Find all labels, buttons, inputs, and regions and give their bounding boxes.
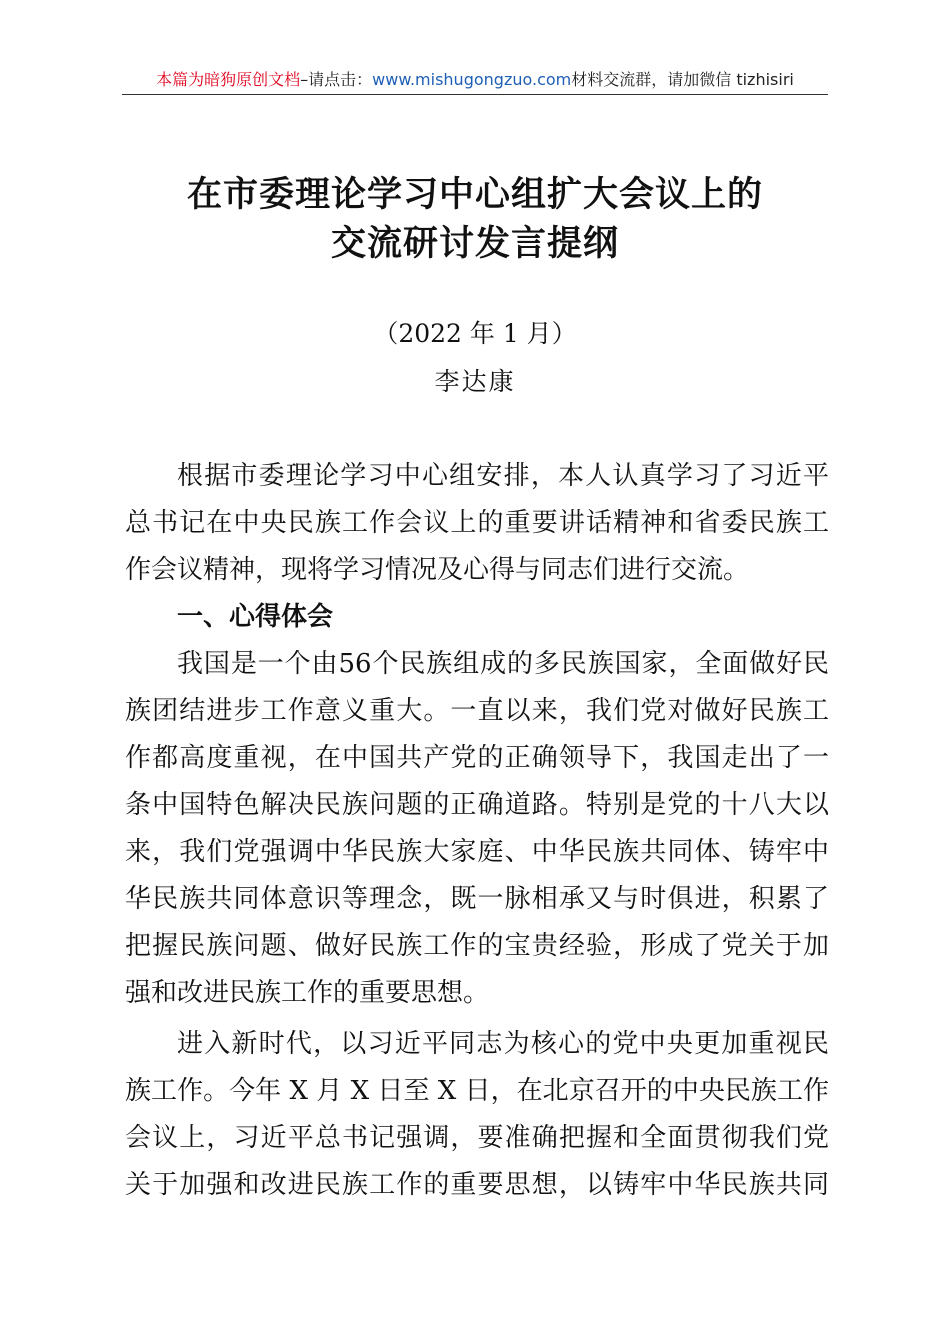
- page-header: [122, 70, 828, 90]
- document-title-line-1: 在市委理论学习中心组扩大会议上的: [186, 174, 763, 215]
- paragraph-line: 总书记在中央民族工作会议上的重要讲话精神和省委民族工: [125, 508, 829, 538]
- paragraph-line: 华民族共同体意识等理念，既一脉相承又与时俱进，积累了: [125, 884, 829, 914]
- paragraph-line: 我国是一个由56个民族组成的多民族国家，全面做好民: [177, 649, 829, 679]
- document-date: （2022 年 1 月）: [373, 319, 577, 348]
- document-body: [125, 453, 829, 1209]
- paragraph-1: [125, 453, 829, 594]
- header-divider: [122, 94, 828, 95]
- document-title-line-2: 交流研讨发言提纲: [330, 223, 619, 264]
- header-contact: 材料交流群，请加微信 tizhisiri: [571, 70, 794, 89]
- paragraph-2: [125, 641, 829, 1017]
- header-source-label: 本篇为暗狗原创文档: [156, 70, 301, 89]
- paragraph-3: [125, 1021, 829, 1209]
- paragraph-line: 族工作。今年 X 月 X 日至 X 日，在北京召开的中央民族工作: [125, 1076, 829, 1106]
- paragraph-line: 会议上，习近平总书记强调，要准确把握和全面贯彻我们党: [125, 1123, 829, 1153]
- paragraph-line: 族团结进步工作意义重大。一直以来，我们党对做好民族工: [125, 696, 829, 726]
- paragraph-line: 作都高度重视，在中国共产党的正确领导下，我国走出了一: [125, 743, 829, 773]
- document-author: 李达康: [434, 367, 516, 396]
- paragraph-line: 进入新时代，以习近平同志为核心的党中央更加重视民: [177, 1029, 829, 1059]
- paragraph-line: 作会议精神，现将学习情况及心得与同志们进行交流。: [125, 555, 750, 585]
- paragraph-line: 强和改进民族工作的重要思想。: [125, 978, 490, 1008]
- header-website-link[interactable]: www.mishugongzuo.com: [372, 70, 572, 89]
- paragraph-line: 把握民族问题、做好民族工作的宝贵经验，形成了党关于加: [125, 931, 829, 961]
- paragraph-line: 关于加强和改进民族工作的重要思想，以铸牢中华民族共同: [125, 1170, 829, 1200]
- paragraph-line: 根据市委理论学习中心组安排，本人认真学习了习近平: [177, 461, 829, 491]
- header-prompt: –请点击：: [300, 70, 373, 89]
- paragraph-line: 来，我们党强调中华民族大家庭、中华民族共同体、铸牢中: [125, 837, 829, 867]
- section-heading: 一、心得体会: [177, 602, 334, 632]
- paragraph-line: 条中国特色解决民族问题的正确道路。特别是党的十八大以: [125, 790, 829, 820]
